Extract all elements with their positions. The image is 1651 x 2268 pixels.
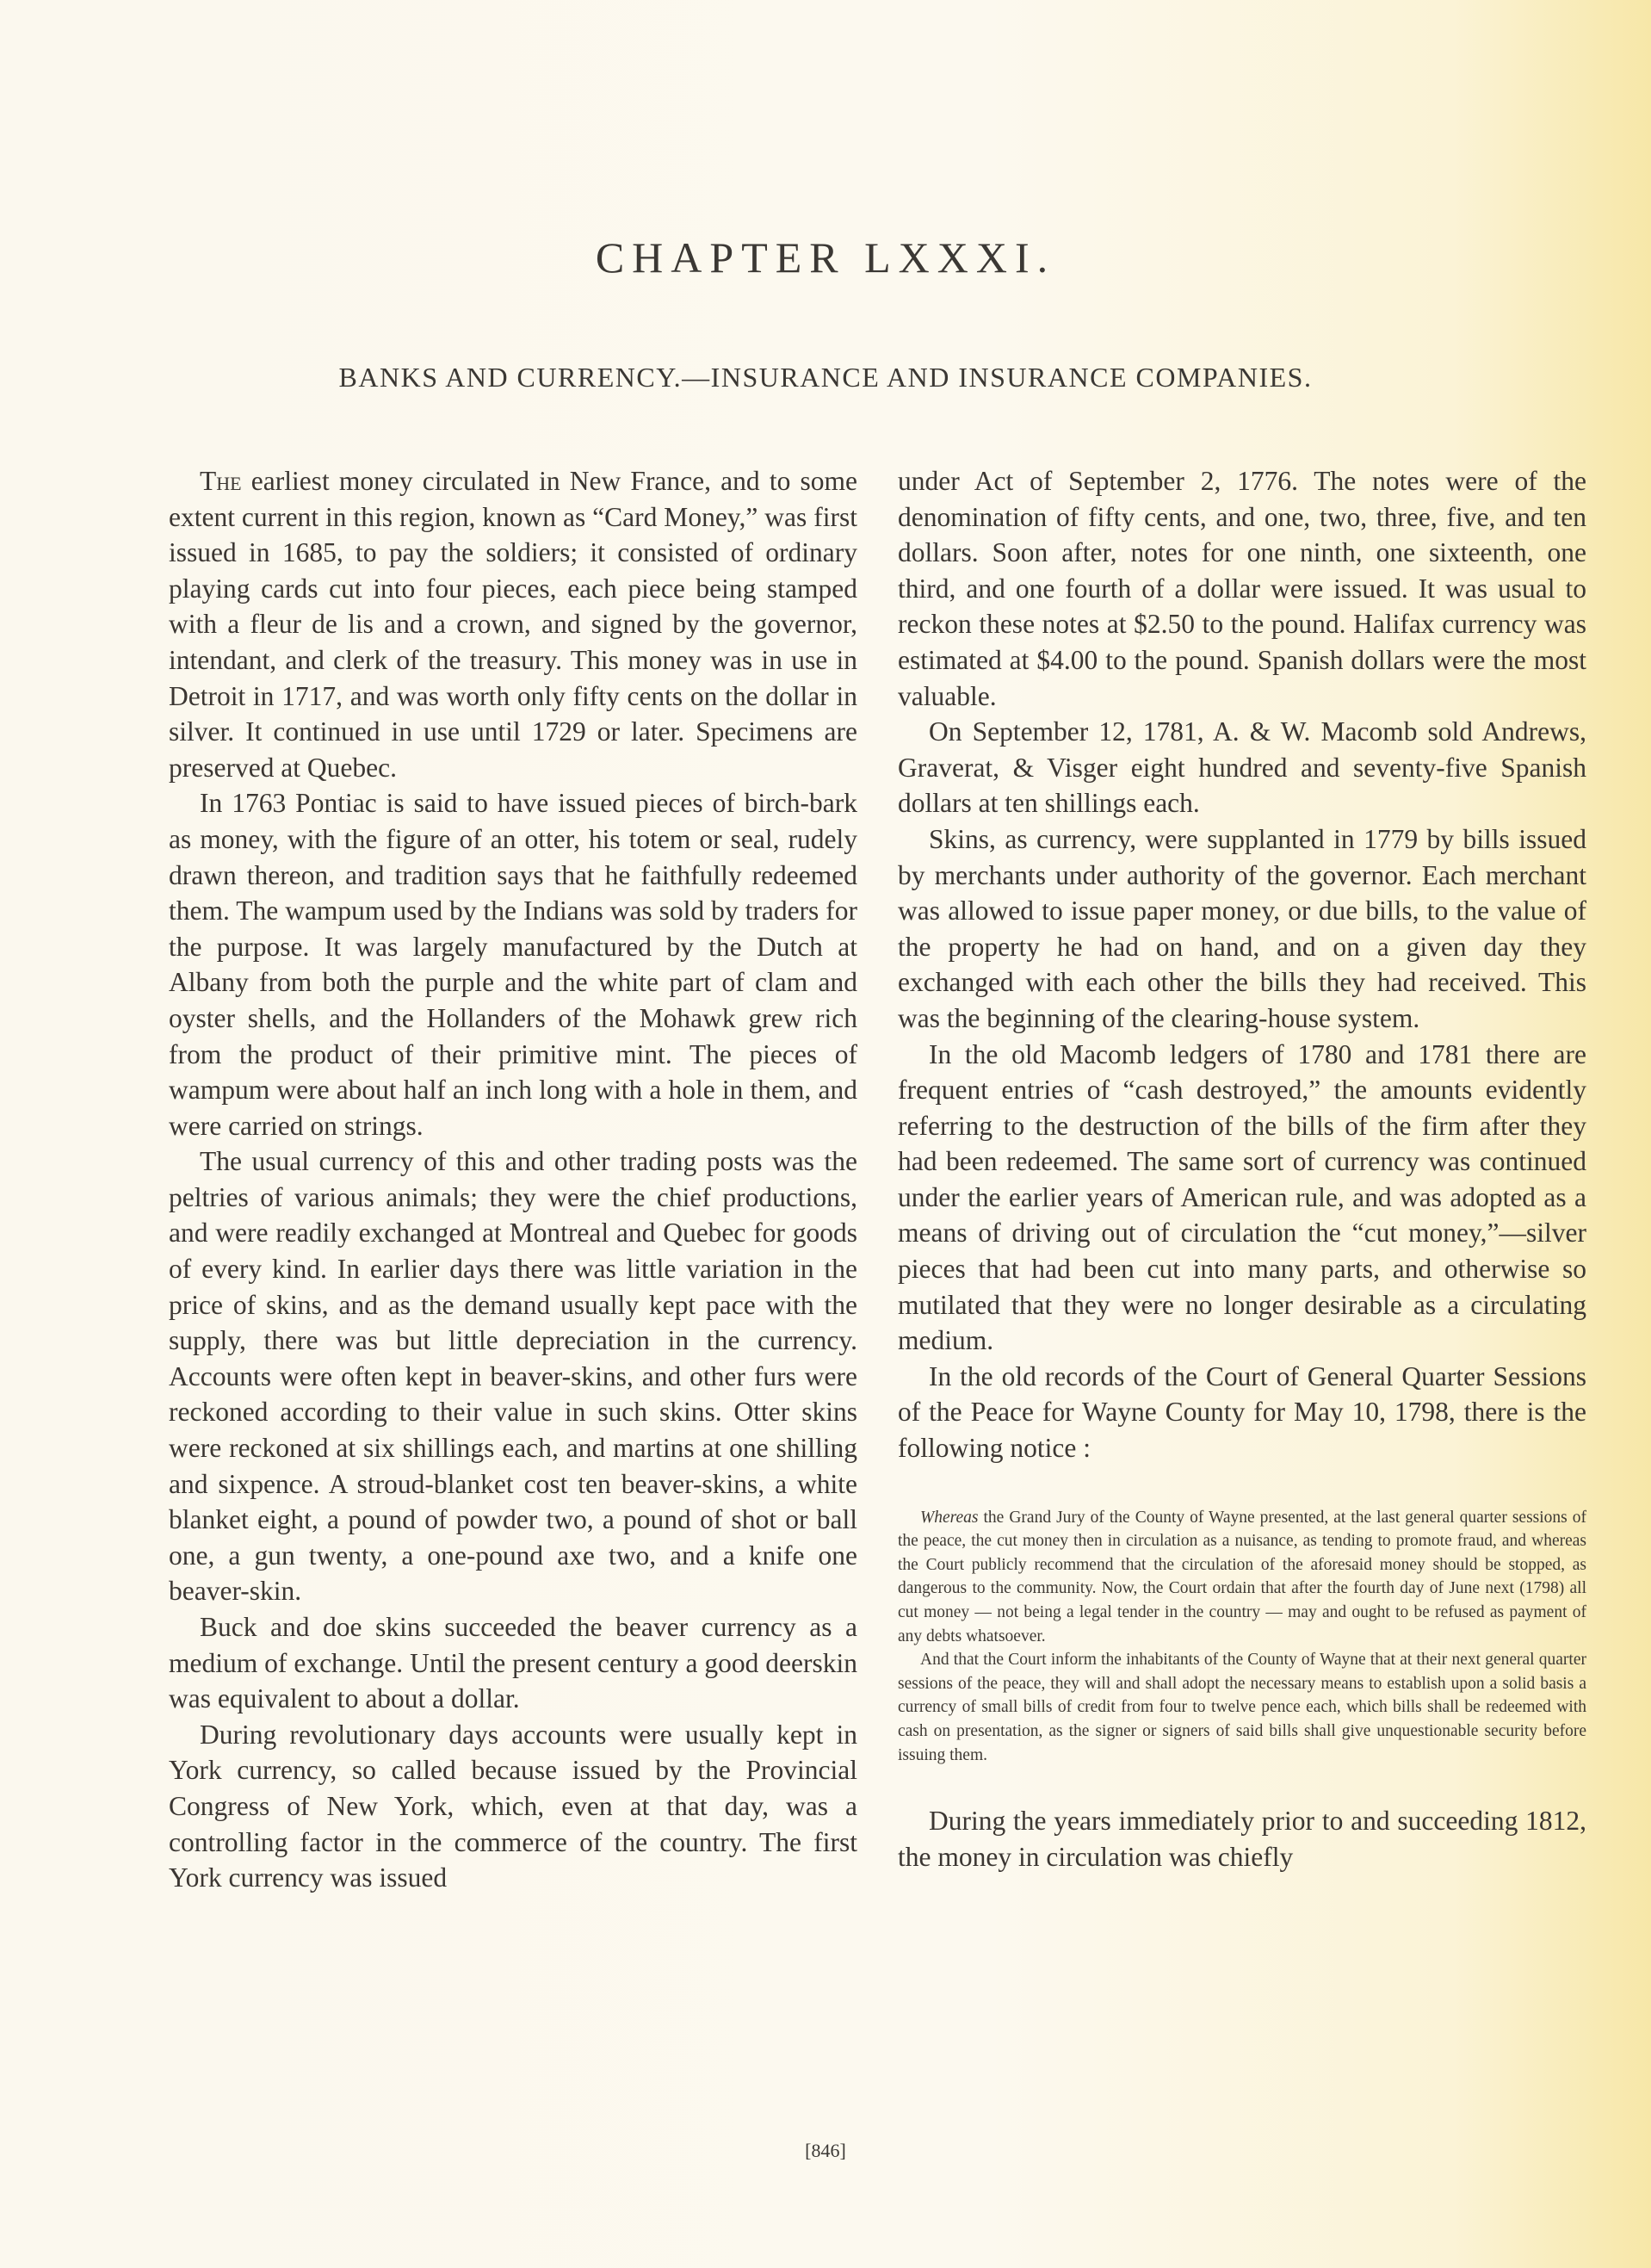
paragraph: On September 12, 1781, A. & W. Macomb sold Andrews, Graverat, & Visger eight hundred and seventy-five Spanish dollars at ten shillings each. — [898, 716, 1586, 819]
paragraph: In the old Macomb ledgers of 1780 and 1781 there are frequent entries of “cash destroyed,” the amounts evidently referring to the destruction of the bills of the firm after they had been redeemed. The same sort of currency was continued under the earlier years of American rule, and was adopted as a means of driving out of circulation the “cut money,”—silver pieces that had been cut into many parts, and otherwise so mutilated that they were no longer desirable as a circulating medium. — [898, 1038, 1586, 1356]
notice-text: the Grand Jury of the County of Wayne presented, at the last general quarter sessions of the peace, the cut money then in circulation as a nuisance, as tending to promote fraud, and whereas the Court publicly recommend that the circulation of the aforesaid money should be stopped, as dangerous to the community. Now, the Court ordain that after the fourth day of June next (1798) all cut money — not being a legal tender in the country — may and ought to be refused as payment of any debts whatsoever. — [898, 1508, 1586, 1645]
paragraph: The usual currency of this and other trading posts was the peltries of various animals; they were the chief productions, and were readily exchanged at Montreal and Quebec for goods of every kind. In earlier days there was little variation in the price of skins, and as the demand usually kept pace with the supply, there was but little depreciation in the currency. Accounts were often kept in beaver-skins, and other furs were reckoned according to their value in such skins. Otter skins were reckoned at six shillings each, and martins at one shilling and sixpence. A stroud-blanket cost ten beaver-skins, a white blanket eight, a pound of powder two, a pound of shot or ball one, a gun twenty, a one-pound axe two, and a knife one beaver-skin. — [169, 1146, 857, 1607]
paragraph: under Act of September 2, 1776. The notes were of the denomination of fifty cents, and one, two, three, five, and ten dollars. Soon after, notes for one ninth, one sixteenth, one third, and one fourth of a dollar were issued. It was usual to reckon these notes at $2.50 to the pound. Halifax currency was estimated at $4.00 to the pound. Spanish dollars were the most valuable. — [898, 466, 1586, 711]
page-number: [846] — [805, 2140, 846, 2161]
notice-paragraph: And that the Court inform the inhabitants of the County of Wayne that at their next general quarter sessions of the peace, they will and shall adopt the necessary means to establish upon a solid basis a currency of small bills of credit from four to twelve pence each, which bills shall be redeemed with cash on presentation, as the signer or signers of said bills shall give unquestionable security before issuing them. — [898, 1651, 1586, 1764]
right-column — [898, 463, 1586, 1875]
notice-italic-word: Whereas — [920, 1508, 979, 1527]
chapter-subtitle: BANKS AND CURRENCY.—INSURANCE AND INSURANCE COMPANIES. — [338, 362, 1313, 393]
notice-paragraph — [898, 1506, 1586, 1649]
left-column — [169, 463, 857, 1896]
paragraph: In the old records of the Court of General Quarter Sessions of the Peace for Wayne County for May 10, 1798, there is the following notice : — [898, 1360, 1586, 1464]
paragraph: During the years immediately prior to and succeeding 1812, the money in circulation was chiefly — [898, 1806, 1586, 1872]
paragraph: During revolutionary days accounts were usually kept in York currency, so called because issued by the Provincial Congress of New York, which, even at that day, was a controlling factor in the commerce of the country. The first York currency was issued — [169, 1719, 857, 1893]
paragraph: Buck and doe skins succeeded the beaver currency as a medium of exchange. Until the present century a good deerskin was equivalent to about a dollar. — [169, 1612, 857, 1714]
paragraph: Skins, as currency, were supplanted in 1779 by bills issued by merchants under authority of the governor. Each merchant was allowed to issue paper money, or due bills, to the value of the property he had on hand, and on a given day they exchanged with each other the bills they had received. This was the beginning of the clearing-house system. — [898, 823, 1586, 1033]
paragraph: In 1763 Pontiac is said to have issued pieces of birch-bark as money, with the figure of an otter, his totem or seal, rudely drawn thereon, and tradition says that he faithfully redeemed them. The wampum used by the Indians was sold by traders for the purpose. It was largely manufactured by the Dutch at Albany from both the purple and the white part of clam and oyster shells, and the Hollanders of the Mohawk grew rich from the product of their primitive mint. The pieces of wampum were about half an inch long with a hole in them, and were carried on strings. — [169, 788, 857, 1141]
chapter-heading: CHAPTER LXXXI. — [595, 233, 1056, 282]
paragraph — [169, 463, 857, 785]
paragraph-text: earliest money circulated in New France, and to some extent current in this region, known as “Card Money,” was first issued in 1685, to pay the soldiers; it consisted of ordinary playing cards cut into four pieces, each piece being stamped with a fleur de lis and a crown, and signed by the governor, intendant, and clerk of the treasury. This money was in use in Detroit in 1717, and was worth only fifty cents on the dollar in silver. It continued in use until 1729 or later. Specimens are preserved at Quebec. — [169, 466, 857, 783]
lead-word: The — [200, 466, 242, 496]
court-notice-quote — [898, 1506, 1586, 1768]
